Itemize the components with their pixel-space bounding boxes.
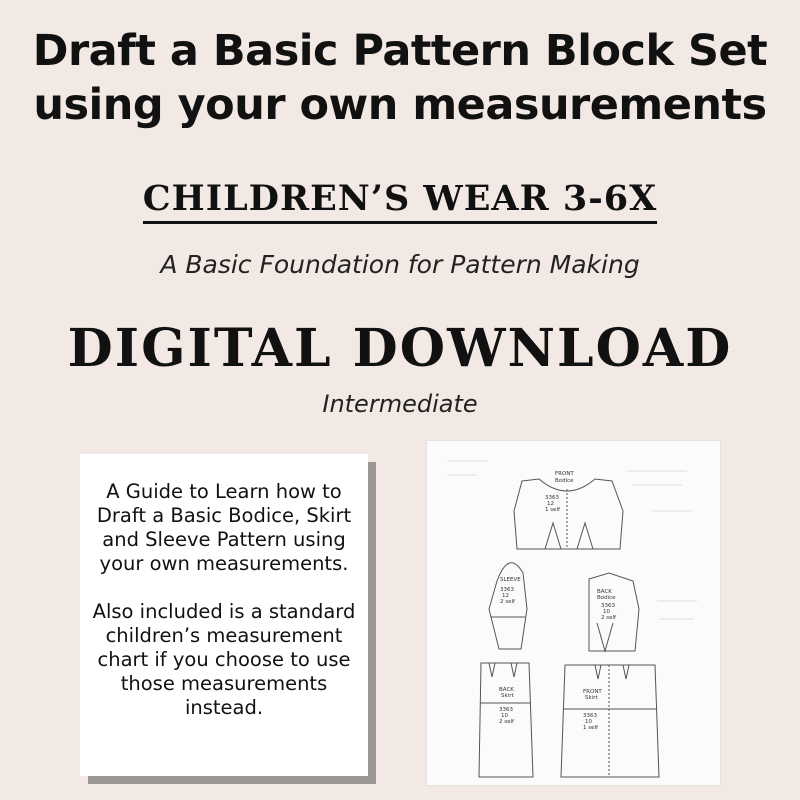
front-skirt-label-4: 10	[585, 719, 592, 725]
front-skirt-piece	[561, 665, 659, 777]
back-bodice-label-5: 2 self	[601, 615, 616, 621]
main-title	[0, 24, 800, 132]
sleeve-label-3: 12	[502, 593, 509, 599]
guide-card	[80, 454, 368, 776]
back-bodice-label-2: Bodice	[597, 595, 616, 601]
tagline: A Basic Foundation for Pattern Making	[160, 250, 640, 279]
pattern-pieces-drawing	[427, 441, 720, 785]
back-bodice-label-4: 10	[603, 609, 610, 615]
back-skirt-label-3: 3363	[499, 707, 513, 713]
sleeve-piece	[489, 563, 527, 649]
front-bodice-piece	[514, 471, 623, 549]
sleeve-label-2: 3363	[500, 587, 514, 593]
front-bodice-label-2: Bodice	[555, 478, 574, 484]
back-bodice-label-3: 3363	[601, 603, 615, 609]
front-bodice-label-5: 1 self	[545, 507, 560, 513]
title-line-2: using your own measurements	[33, 80, 767, 130]
guide-paragraph-2: Also included is a standard children’s measurement chart if you choose to use those measurements instead.	[92, 600, 356, 719]
front-skirt-label-2: Skirt	[585, 695, 598, 701]
sleeve-label-1: SLEEVE	[500, 577, 521, 583]
back-bodice-piece	[589, 573, 639, 651]
front-skirt-label-1: FRONT	[583, 689, 602, 695]
back-skirt-label-1: BACK	[499, 687, 514, 693]
pattern-image-card	[427, 441, 720, 785]
back-skirt-label-5: 2 self	[499, 719, 514, 725]
title-line-1: Draft a Basic Pattern Block Set	[32, 26, 768, 76]
back-skirt-label-4: 10	[501, 713, 508, 719]
front-skirt-label-5: 1 self	[583, 725, 598, 731]
back-skirt-label-2: Skirt	[501, 693, 514, 699]
subtitle-text: CHILDREN’S WEAR 3-6X	[143, 178, 657, 224]
back-bodice-label-1: BACK	[597, 589, 612, 595]
guide-paragraph-1: A Guide to Learn how to Draft a Basic Bodice, Skirt and Sleeve Pattern using your own measurements.	[96, 480, 352, 575]
front-bodice-label-3: 3363	[545, 495, 559, 501]
difficulty-level: Intermediate	[322, 390, 478, 418]
sleeve-label-4: 2 self	[500, 599, 515, 605]
front-bodice-label-4: 12	[547, 501, 554, 507]
back-skirt-piece	[479, 663, 533, 777]
subtitle	[0, 178, 800, 219]
digital-download-heading: DIGITAL DOWNLOAD	[67, 318, 733, 379]
front-bodice-label-1: FRONT	[555, 471, 574, 477]
front-skirt-label-3: 3363	[583, 713, 597, 719]
